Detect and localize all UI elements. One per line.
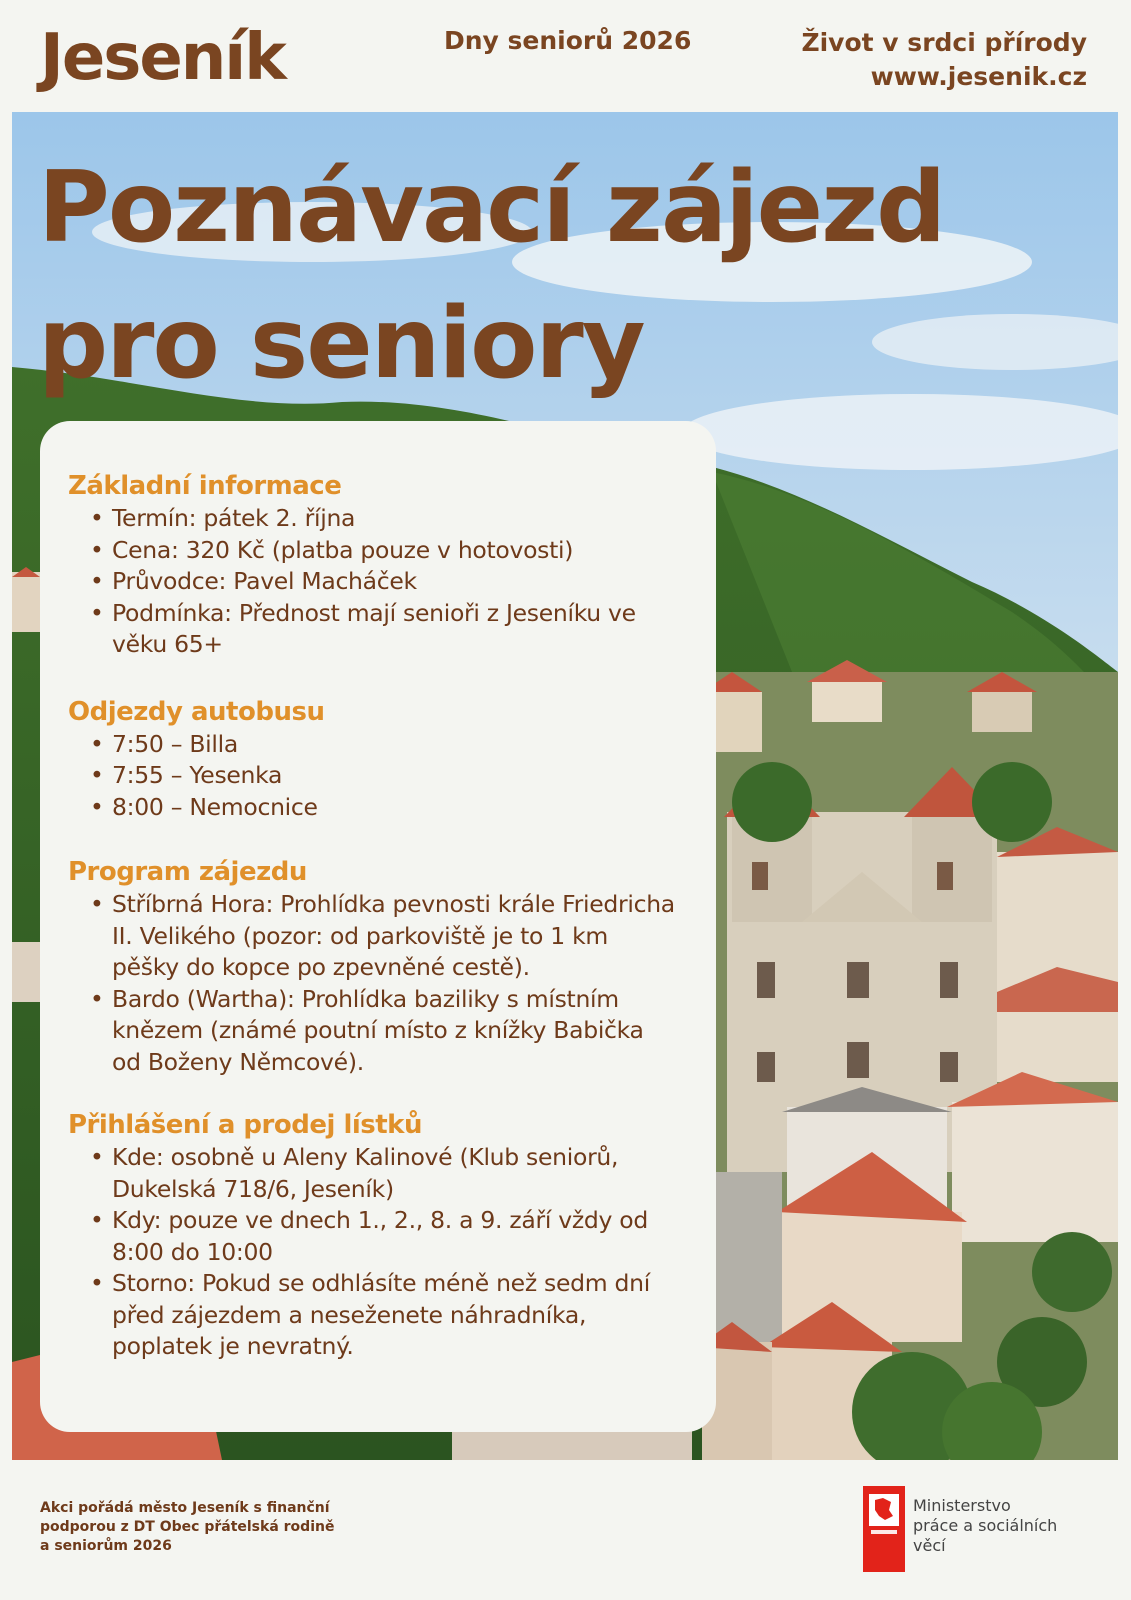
list-item: • Cena: 320 Kč (platba pouze v hotovosti) [112,535,676,567]
list-item: • 8:00 – Nemocnice [112,792,676,824]
list-item: • Průvodce: Pavel Macháček [112,566,676,598]
list-item: • Podmínka: Přednost mají senioři z Jeseníku ve věku 65+ [112,598,676,661]
list-item: • 7:50 – Billa [112,729,676,761]
ministry-line: Ministerstvo [913,1496,1011,1515]
tagline-text: Život v srdci přírody [801,28,1087,57]
list-item: • Kde: osobně u Aleny Kalinové (Klub seniorů, Dukelská 718/6, Jeseník) [112,1142,676,1205]
ministry-name [913,1496,1073,1556]
info-card [40,421,716,1432]
list-item: • Bardo (Wartha): Prohlídka baziliky s místním knězem (známé poutní místo z knížky Babička od Boženy Němcové). [112,984,676,1079]
brand-logo: Jeseník [40,21,285,95]
organizer-line: podporou z DT Obec přátelská rodině [40,1519,335,1535]
bus-departures-heading: Odjezdy autobusu [68,696,325,727]
organizer-note [40,1499,360,1556]
bus-departures-list [68,729,676,824]
basic-info-list [68,503,676,661]
list-item: • Termín: pátek 2. října [112,503,676,535]
program-list [68,889,676,1078]
basic-info-heading: Základní informace [68,471,342,501]
list-item: • Stříbrná Hora: Prohlídka pevnosti krále Friedricha II. Velikého (pozor: od parkoviště je to 1 km pěšky do kopce po zpevněné cestě). [112,889,676,984]
list-item: • Storno: Pokud se odhlásíte méně než sedm dní před zájezdem a neseženete náhradníka, poplatek je nevratný. [112,1268,676,1363]
title-line-2: pro seniory [38,287,644,401]
organizer-line: Akci pořádá město Jeseník s finanční [40,1500,330,1516]
program-heading: Program zájezdu [68,857,307,887]
title-line-1: Poznávací zájezd [38,151,945,265]
organizer-line: a seniorům 2026 [40,1538,172,1554]
list-item: • 7:55 – Yesenka [112,760,676,792]
tickets-heading: Přihlášení a prodej lístků [68,1110,422,1140]
ministry-line: práce a sociálních věcí [913,1516,1058,1555]
tagline [801,26,1087,94]
website-link[interactable]: www.jesenik.cz [870,62,1087,91]
event-name: Dny seniorů 2026 [444,26,692,55]
ministry-emblem-icon [863,1486,905,1572]
tickets-list [68,1142,676,1363]
page-title [38,140,944,412]
ministry-logo [863,1486,1073,1572]
list-item: • Kdy: pouze ve dnech 1., 2., 8. a 9. září vždy od 8:00 do 10:00 [112,1205,676,1268]
